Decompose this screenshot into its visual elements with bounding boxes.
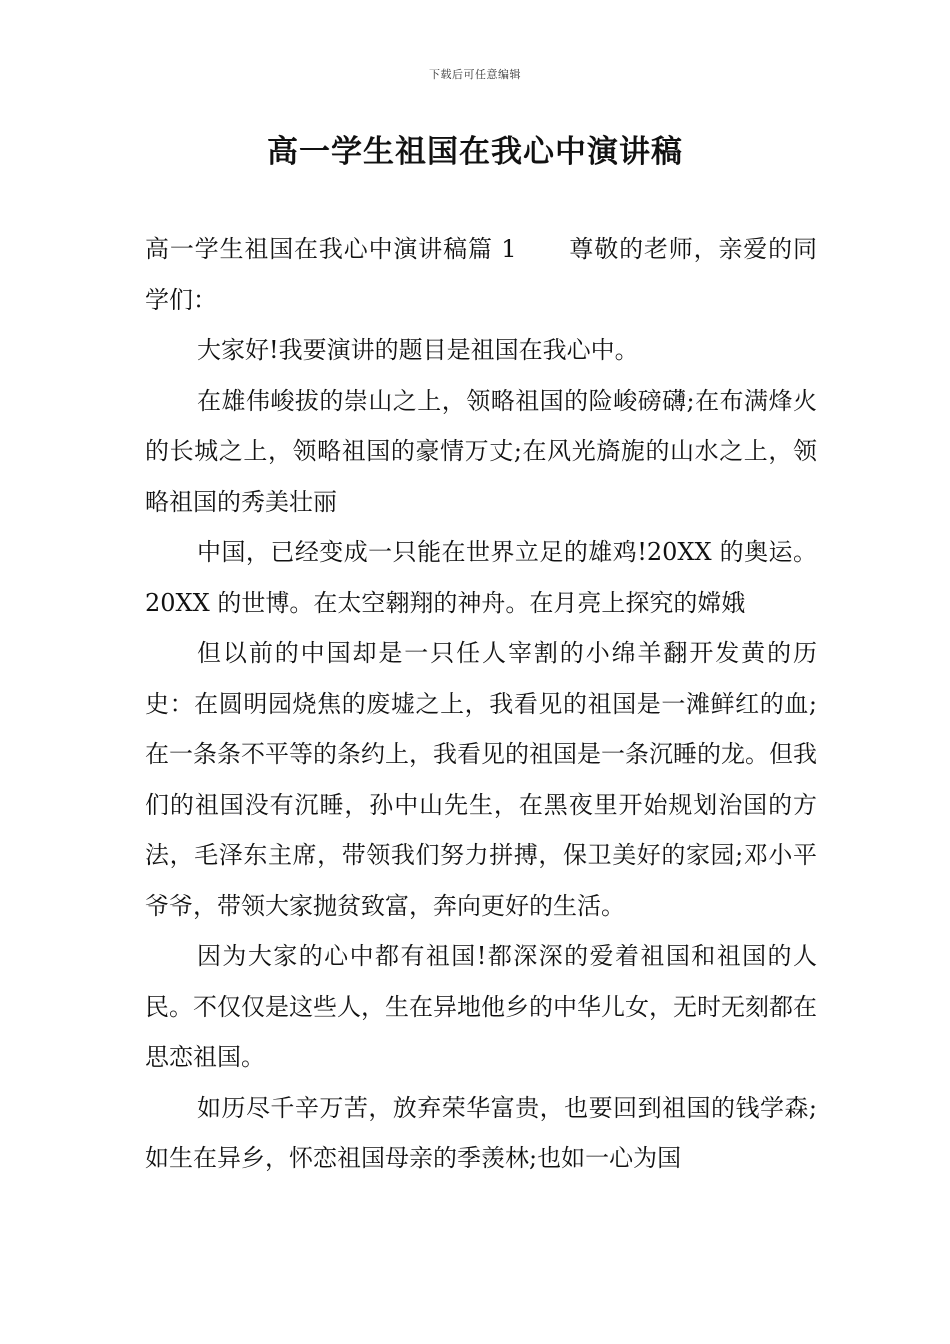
intro-greeting: 尊敬的老师，亲爱的同学们：	[145, 235, 817, 314]
paragraph: 如历尽千辛万苦，放弃荣华富贵，也要回到祖国的钱学森;如生在异乡，怀恋祖国母亲的季羡林;也如一心为国	[145, 1093, 817, 1172]
document-title: 高一学生祖国在我心中演讲稿	[267, 134, 683, 170]
document-body	[145, 224, 817, 1184]
header-note: 下载后可任意编辑	[429, 68, 521, 81]
paragraph: 因为大家的心中都有祖国!都深深的爱着祖国和祖国的人民。不仅仅是这些人，生在异地他乡的中华儿女，无时无刻都在思恋祖国。	[145, 942, 817, 1071]
intro-heading: 高一学生祖国在我心中演讲稿篇 1	[145, 235, 517, 263]
paragraph: 在雄伟峻拔的崇山之上，领略祖国的险峻磅礴;在布满烽火的长城之上，领略祖国的豪情万丈;在风光旖旎的山水之上，领略祖国的秀美壮丽	[145, 386, 817, 516]
paragraph: 中国，已经变成一只能在世界立足的雄鸡!20XX 的奥运。20XX 的世博。在太空翱翔的神舟。在月亮上探究的嫦娥	[145, 538, 817, 617]
paragraph: 大家好!我要演讲的题目是祖国在我心中。	[197, 336, 639, 364]
paragraph: 但以前的中国却是一只任人宰割的小绵羊翻开发黄的历史：在圆明园烧焦的废墟之上，我看见的祖国是一滩鲜红的血;在一条条不平等的条约上，我看见的祖国是一条沉睡的龙。但我们的祖国没有沉睡，孙中山先生，在黑夜里开始规划治国的方法，毛泽东主席，带领我们努力拼搏，保卫美好的家园;邓小平爷爷，带领大家抛贫致富，奔向更好的生活。	[145, 639, 817, 920]
intro-paragraph	[145, 224, 817, 325]
